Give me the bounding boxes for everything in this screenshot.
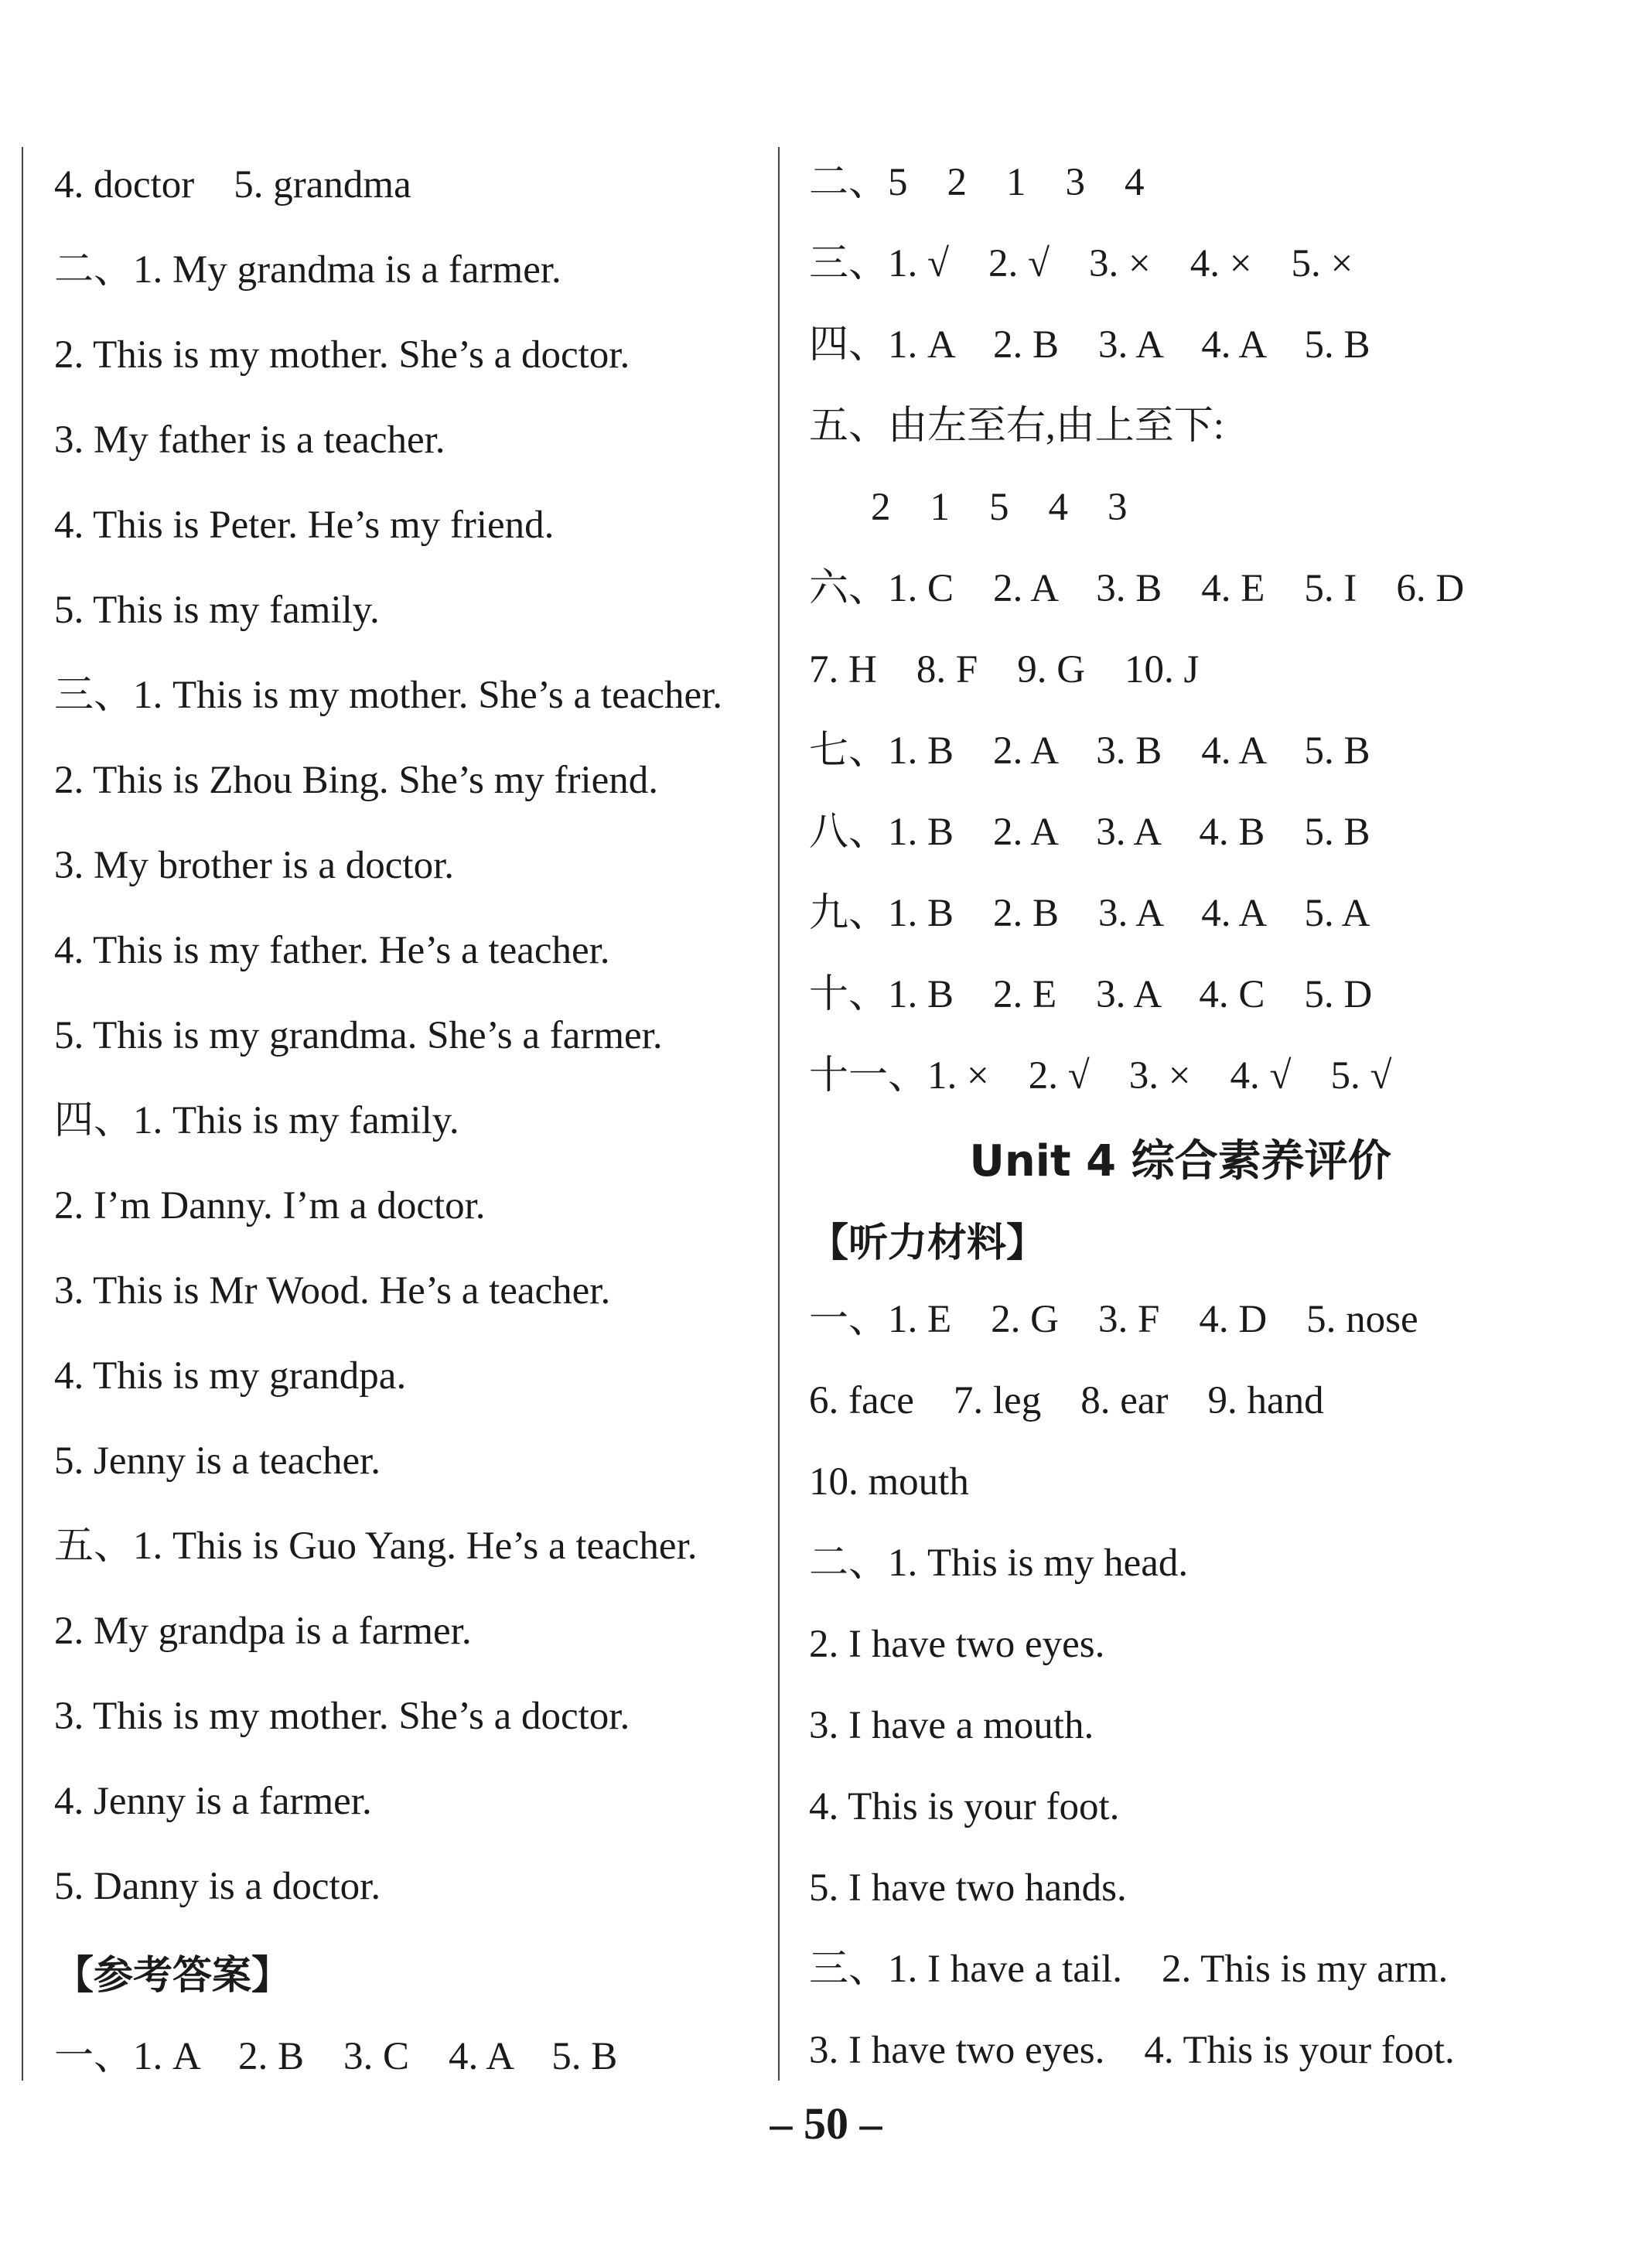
answer-line: 2. I’m Danny. I’m a doctor. <box>54 1183 486 1227</box>
answer-line: 3. My father is a teacher. <box>54 418 445 462</box>
answer-line: 三、1. I have a tail. 2. This is my arm. <box>809 1948 1449 1991</box>
answer-line: 4. This is Peter. He’s my friend. <box>54 503 555 547</box>
answer-line: 二、1. This is my head. <box>809 1542 1189 1585</box>
answer-line: 5. Danny is a doctor. <box>54 1864 381 1908</box>
left-margin-rule <box>22 147 23 2081</box>
column-divider <box>778 147 780 2081</box>
left-column <box>54 142 766 2099</box>
answer-line: 3. I have a mouth. <box>809 1704 1094 1747</box>
answer-line: 4. This is my grandpa. <box>54 1354 407 1398</box>
answer-line: 四、1. A 2. B 3. A 4. A 5. B <box>809 323 1370 367</box>
answer-line: 二、5 2 1 3 4 <box>809 161 1145 204</box>
answer-line: 4. Jenny is a farmer. <box>54 1779 372 1823</box>
answer-line: 三、1. This is my mother. She’s a teacher. <box>54 673 723 717</box>
answer-line: 5. Jenny is a teacher. <box>54 1439 381 1483</box>
answer-line: 2. This is my mother. She’s a doctor. <box>54 333 630 377</box>
answer-line: 5. I have two hands. <box>809 1866 1127 1910</box>
answer-line: 5. This is my grandma. She’s a farmer. <box>54 1013 663 1057</box>
answer-line: 八、1. B 2. A 3. A 4. B 5. B <box>809 811 1370 854</box>
answer-line: 三、1. √ 2. √ 3. × 4. × 5. × <box>809 242 1353 285</box>
answer-line: 六、1. C 2. A 3. B 4. E 5. I 6. D <box>809 567 1465 610</box>
answer-line: 3. My brother is a doctor. <box>54 843 454 887</box>
answer-line: 6. face 7. leg 8. ear 9. hand <box>809 1379 1324 1422</box>
reference-answers-heading: 【参考答案】 <box>54 1953 292 1999</box>
answer-line: 3. I have two eyes. 4. This is your foot. <box>809 2029 1455 2072</box>
answer-line: 4. This is my father. He’s a teacher. <box>54 928 610 972</box>
answer-line: 10. mouth <box>809 1460 969 1504</box>
answer-line: 2. My grandpa is a farmer. <box>54 1609 472 1653</box>
answer-line: 九、1. B 2. B 3. A 4. A 5. A <box>809 892 1370 935</box>
answer-line: 五、由左至右,由上至下: <box>809 405 1224 448</box>
answer-line: 四、1. This is my family. <box>54 1098 459 1142</box>
page-number: – 50 – <box>770 2098 882 2149</box>
answer-line: 4. doctor 5. grandma <box>54 162 411 207</box>
answer-line: 七、1. B 2. A 3. B 4. A 5. B <box>809 729 1370 773</box>
answer-line: 4. This is your foot. <box>809 1785 1120 1828</box>
answer-line: 7. H 8. F 9. G 10. J <box>809 648 1200 691</box>
answer-line: 十、1. B 2. E 3. A 4. C 5. D <box>809 973 1373 1016</box>
answer-line: 2. This is Zhou Bing. She’s my friend. <box>54 758 659 802</box>
answer-line: 5. This is my family. <box>54 588 380 632</box>
answer-line: 一、1. E 2. G 3. F 4. D 5. nose <box>809 1298 1418 1341</box>
answer-line: 3. This is my mother. She’s a doctor. <box>54 1694 630 1738</box>
listening-material-heading: 【听力材料】 <box>809 1220 1046 1266</box>
answer-line: 二、1. My grandma is a farmer. <box>54 248 561 292</box>
answer-line: 3. This is Mr Wood. He’s a teacher. <box>54 1268 611 1313</box>
right-column <box>809 142 1629 2091</box>
answer-line: 五、1. This is Guo Yang. He’s a teacher. <box>54 1524 698 1568</box>
answer-line: 一、1. A 2. B 3. C 4. A 5. B <box>54 2034 618 2078</box>
unit-title: Unit 4 综合素养评价 <box>969 1135 1391 1186</box>
answer-line: 2. I have two eyes. <box>809 1623 1105 1666</box>
answer-line: 十一、1. × 2. √ 3. × 4. √ 5. √ <box>809 1054 1392 1098</box>
answer-line: 2 1 5 4 3 <box>871 486 1128 529</box>
